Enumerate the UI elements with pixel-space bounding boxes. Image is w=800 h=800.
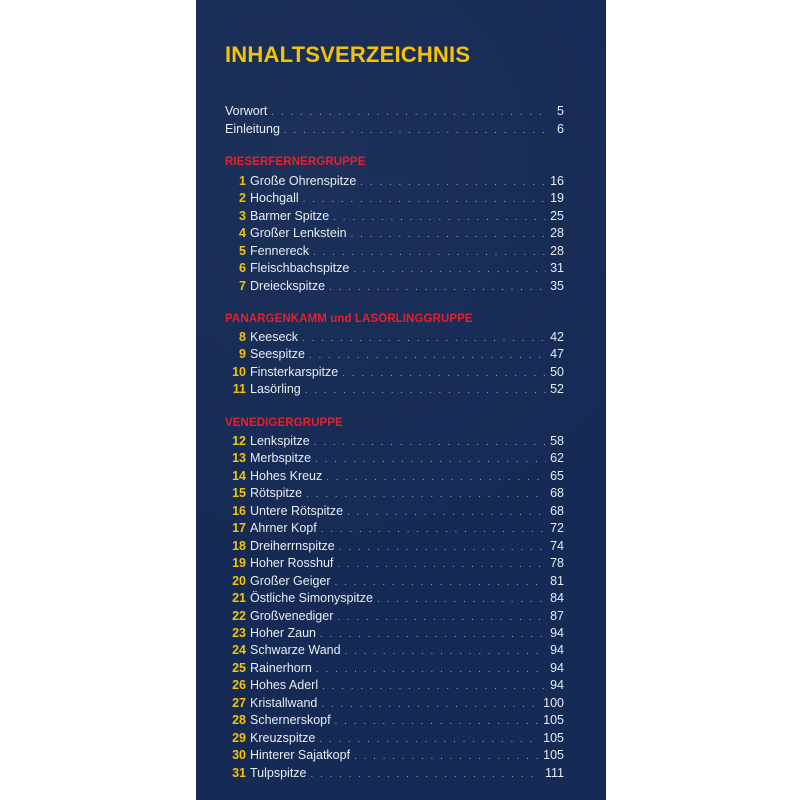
dot-leader [303, 194, 546, 205]
entry-page: 58 [550, 434, 564, 448]
toc-entry[interactable] [225, 678, 564, 696]
toc-entry[interactable] [225, 731, 564, 749]
dot-leader [342, 368, 546, 379]
toc-entry[interactable] [225, 486, 564, 504]
toc-entry[interactable] [225, 713, 564, 731]
entry-page: 72 [550, 521, 564, 536]
entry-title: Merbspitze [250, 451, 312, 466]
entry-number: 4 [239, 226, 246, 241]
dot-leader [306, 489, 546, 500]
entry-title: Hoher Zaun [250, 625, 317, 640]
dot-leader [311, 769, 541, 780]
entry-page: 47 [550, 347, 564, 362]
entry-title: Fleischbachspitze [250, 261, 350, 276]
section-heading-rieserfernergruppe: RIESERFERNERGRUPPE [225, 156, 366, 168]
entry-number: 21 [232, 591, 246, 606]
entry-page: 87 [550, 608, 564, 623]
entry-title: Kristallwand [250, 695, 318, 710]
dot-leader [333, 212, 546, 223]
entry-number: 29 [232, 730, 246, 745]
entry-page: 31 [550, 261, 564, 276]
dot-leader [319, 734, 539, 745]
entry-page: 62 [550, 451, 564, 466]
entry-title: Finsterkarspitze [250, 364, 339, 379]
entry-title: Lenkspitze [250, 434, 310, 448]
entry-page: 16 [550, 174, 564, 188]
toc-entry-vorwort[interactable] [225, 104, 564, 122]
dot-leader [339, 542, 546, 553]
toc-entry[interactable] [225, 766, 564, 784]
entry-title: Dreieckspitze [250, 278, 326, 293]
entry-title: Tulpspitze [250, 765, 307, 780]
entry-title: Schernerskopf [250, 713, 331, 728]
dot-leader [315, 454, 546, 465]
entry-number: 27 [232, 695, 246, 710]
entry-title: Ahrner Kopf [250, 521, 317, 536]
entry-page: 94 [550, 660, 564, 675]
dot-leader [309, 350, 546, 361]
entry-title: Vorwort [225, 104, 268, 118]
entry-page: 50 [550, 364, 564, 379]
entry-page: 100 [543, 695, 564, 710]
toc-entry[interactable] [225, 191, 564, 209]
toc-entry[interactable] [225, 748, 564, 766]
entry-page: 28 [550, 243, 564, 258]
toc-entry[interactable] [225, 504, 564, 522]
entry-number: 3 [239, 208, 246, 223]
toc-entry[interactable] [225, 609, 564, 627]
section-heading-venedigergruppe: VENEDIGERGRUPPE [225, 417, 343, 429]
dot-leader [271, 107, 546, 118]
entry-page: 81 [550, 573, 564, 588]
entry-number: 7 [239, 278, 246, 293]
entry-page: 35 [550, 278, 564, 293]
entry-page: 6 [557, 121, 564, 136]
dot-leader [321, 699, 539, 710]
entry-page: 74 [550, 538, 564, 553]
entry-number: 5 [239, 243, 246, 258]
toc-entry[interactable] [225, 556, 564, 574]
toc-entry[interactable] [225, 521, 564, 539]
entry-title: Fennereck [250, 243, 310, 258]
entry-page: 111 [544, 765, 564, 780]
entry-number: 19 [232, 556, 246, 571]
toc-entry[interactable] [225, 330, 564, 348]
entry-title: Dreiherrnspitze [250, 538, 335, 553]
entry-title: Barmer Spitze [250, 208, 330, 223]
toc-entry[interactable] [225, 539, 564, 557]
dot-leader [313, 247, 546, 258]
entry-title: Rainerhorn [250, 660, 312, 675]
entry-page: 94 [550, 625, 564, 640]
toc-entry[interactable] [225, 643, 564, 661]
entry-page: 105 [543, 730, 564, 745]
entry-page: 42 [550, 330, 564, 344]
entry-page: 65 [550, 468, 564, 483]
entry-number: 30 [232, 748, 246, 763]
dot-leader [337, 612, 546, 623]
entry-number: 13 [232, 451, 246, 466]
entry-number: 9 [239, 347, 246, 362]
toc-entry[interactable] [225, 451, 564, 469]
dot-leader [321, 524, 546, 535]
entry-number: 31 [232, 765, 246, 780]
entry-page: 28 [550, 226, 564, 241]
entry-number: 25 [232, 660, 246, 675]
toc-entry[interactable] [225, 244, 564, 262]
entry-number: 24 [232, 643, 246, 658]
entry-number: 20 [232, 573, 246, 588]
entry-page: 5 [557, 104, 564, 118]
dot-leader [335, 577, 546, 588]
entry-number: 2 [239, 191, 246, 206]
entry-title: Großer Geiger [250, 573, 331, 588]
entry-title: Lasörling [250, 382, 301, 397]
toc-page [196, 0, 606, 800]
entry-title: Rötspitze [250, 486, 303, 501]
dot-leader [329, 282, 546, 293]
dot-leader [353, 264, 546, 275]
entry-number: 12 [232, 434, 246, 448]
dot-leader [322, 681, 546, 692]
toc-entry[interactable] [225, 209, 564, 227]
toc-entry[interactable] [225, 382, 564, 400]
dot-leader [305, 385, 546, 396]
dot-leader [326, 472, 546, 483]
toc-entry[interactable] [225, 226, 564, 244]
entry-title: Seespitze [250, 347, 305, 362]
entry-number: 26 [232, 678, 246, 693]
entry-title: Östliche Simonyspitze [250, 591, 373, 606]
toc-entry[interactable] [225, 661, 564, 679]
entry-title: Hinterer Sajatkopf [250, 748, 351, 763]
dot-leader [347, 507, 546, 518]
entry-number: 14 [232, 468, 246, 483]
entry-number: 23 [232, 625, 246, 640]
entry-number: 28 [232, 713, 246, 728]
entry-number: 18 [232, 538, 246, 553]
entry-page: 68 [550, 503, 564, 518]
entry-page: 25 [550, 208, 564, 223]
entry-page: 68 [550, 486, 564, 501]
entry-title: Großer Lenkstein [250, 226, 347, 241]
page-title: INHALTSVERZEICHNIS [225, 42, 471, 67]
entry-title: Kreuzspitze [250, 730, 316, 745]
entry-title: Hohes Aderl [250, 678, 319, 693]
entry-title: Hoher Rosshuf [250, 556, 334, 571]
toc-entry[interactable] [225, 261, 564, 279]
entry-number: 16 [232, 503, 246, 518]
entry-page: 19 [550, 191, 564, 206]
toc-entry[interactable] [225, 591, 564, 609]
entry-number: 8 [239, 330, 246, 344]
dot-leader [314, 437, 546, 448]
entry-number: 17 [232, 521, 246, 536]
dot-leader [335, 716, 540, 727]
dot-leader [320, 629, 546, 640]
entry-page: 105 [543, 713, 564, 728]
entry-title: Hohes Kreuz [250, 468, 323, 483]
entry-page: 105 [543, 748, 564, 763]
dot-leader [354, 751, 539, 762]
entry-number: 1 [239, 174, 246, 188]
entry-title: Große Ohrenspitze [250, 174, 357, 188]
dot-leader [360, 177, 546, 188]
entry-number: 6 [239, 261, 246, 276]
entry-page: 52 [550, 382, 564, 397]
entry-title: Untere Rötspitze [250, 503, 344, 518]
entry-page: 84 [550, 591, 564, 606]
dot-leader [302, 333, 546, 344]
dot-leader [377, 594, 546, 605]
entry-number: 11 [232, 382, 246, 397]
entry-number: 22 [232, 608, 246, 623]
dot-leader [316, 664, 546, 675]
entry-title: Einleitung [225, 121, 280, 136]
toc-entry[interactable] [225, 347, 564, 365]
entry-title: Großvenediger [250, 608, 334, 623]
toc-entry[interactable] [225, 696, 564, 714]
toc-entry[interactable] [225, 174, 564, 192]
toc-entry[interactable] [225, 279, 564, 297]
toc-entry[interactable] [225, 574, 564, 592]
toc-entry-einleitung[interactable] [225, 122, 564, 140]
entry-title: Keeseck [250, 330, 298, 344]
dot-leader [284, 125, 546, 136]
entry-number: 15 [232, 486, 246, 501]
toc-entry[interactable] [225, 469, 564, 487]
toc-entry[interactable] [225, 626, 564, 644]
toc-entry[interactable] [225, 434, 564, 452]
entry-page: 78 [550, 556, 564, 571]
entry-page: 94 [550, 643, 564, 658]
toc-entry[interactable] [225, 365, 564, 383]
section-heading-panargenkamm: PANARGENKAMM und LASÖRLINGGRUPPE [225, 313, 473, 325]
dot-leader [351, 229, 546, 240]
entry-number: 10 [232, 364, 246, 379]
dot-leader [337, 559, 546, 570]
entry-title: Hochgall [250, 191, 299, 206]
entry-page: 94 [550, 678, 564, 693]
dot-leader [345, 646, 546, 657]
entry-title: Schwarze Wand [250, 643, 341, 658]
